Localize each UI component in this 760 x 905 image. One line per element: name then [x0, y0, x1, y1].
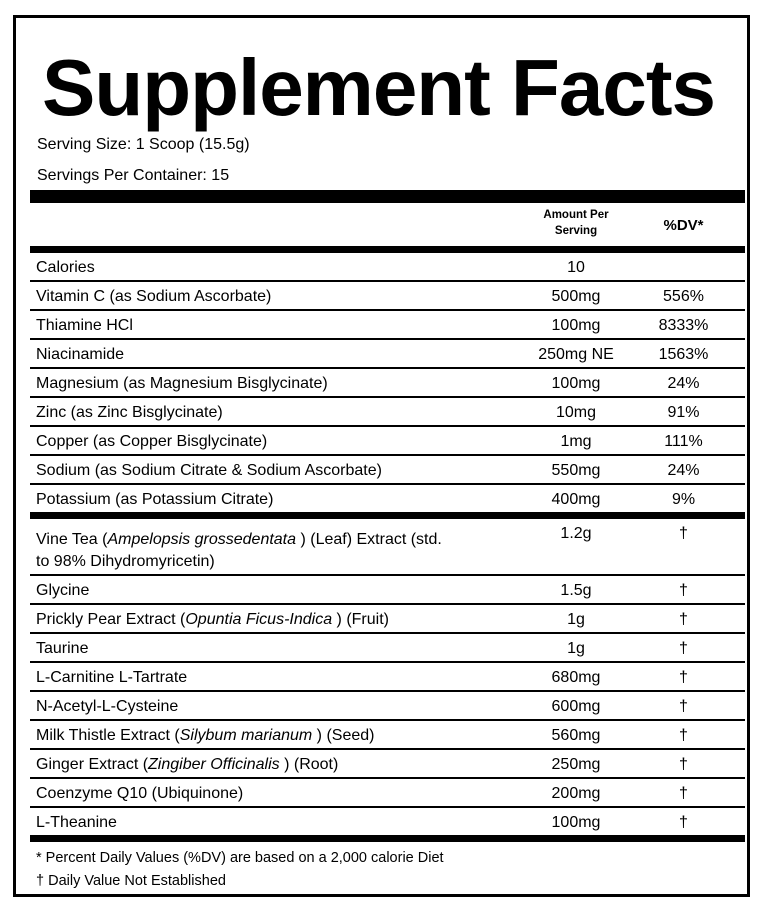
row-name-l-theanine: L-Theanine — [36, 814, 117, 831]
row-amount-vine-tea: 1.2g — [560, 525, 592, 542]
header-bar — [30, 246, 745, 253]
row-dv-zinc: 91% — [667, 404, 700, 421]
row-amount-taurine: 1g — [567, 640, 585, 657]
row-dv-l-theanine: † — [679, 814, 688, 831]
row-dv-copper: 111% — [664, 433, 703, 450]
row-dv-sodium: 24% — [667, 462, 700, 479]
row-name-sodium: Sodium (as Sodium Citrate & Sodium Ascorbate) — [36, 462, 382, 479]
supplement-facts-panel — [13, 15, 750, 897]
serving-size: Serving Size: 1 Scoop (15.5g) — [37, 136, 250, 153]
dv-footnote: * Percent Daily Values (%DV) are based on a 2,000 calorie Diet — [36, 850, 444, 866]
row-amount-calories: 10 — [567, 259, 585, 276]
row-name-potassium: Potassium (as Potassium Citrate) — [36, 491, 274, 508]
row-divider — [30, 574, 745, 576]
row-name-glycine: Glycine — [36, 582, 90, 599]
row-name-l-carnitine: L-Carnitine L-Tartrate — [36, 669, 188, 686]
row-name-milk-thistle — [36, 726, 374, 746]
row-divider — [30, 806, 745, 808]
row-divider — [30, 338, 745, 340]
row-divider — [30, 425, 745, 427]
bottom-bar — [30, 835, 745, 842]
row-dv-niacinamide: 1563% — [658, 346, 709, 363]
row-divider — [30, 309, 745, 311]
ginger-name-post: ) (Root) — [279, 756, 339, 773]
row-name-niacinamide: Niacinamide — [36, 346, 125, 363]
row-dv-prickly-pear: † — [679, 611, 688, 628]
row-divider — [30, 280, 745, 282]
prickly-pear-name-post: ) (Fruit) — [332, 611, 389, 628]
row-divider — [30, 748, 745, 750]
row-amount-magnesium: 100mg — [551, 375, 601, 392]
row-dv-l-carnitine: † — [679, 669, 688, 686]
vine-tea-name-italic: Ampelopsis grossedentata — [107, 531, 297, 548]
row-amount-coq10: 200mg — [551, 785, 601, 802]
row-divider — [30, 719, 745, 721]
vine-tea-name-line2: to 98% Dihydromyricetin) — [36, 553, 215, 570]
row-dv-coq10: † — [679, 785, 688, 802]
row-amount-glycine: 1.5g — [560, 582, 592, 599]
row-name-ginger — [36, 755, 338, 775]
row-dv-glycine: † — [679, 582, 688, 599]
section-bar — [30, 512, 745, 519]
row-divider — [30, 603, 745, 605]
row-divider — [30, 483, 745, 485]
row-amount-milk-thistle: 560mg — [551, 727, 601, 744]
row-name-coq10: Coenzyme Q10 (Ubiquinone) — [36, 785, 244, 802]
row-name-copper: Copper (as Copper Bisglycinate) — [36, 433, 268, 450]
panel-title: Supplement Facts — [42, 43, 716, 132]
row-divider — [30, 367, 745, 369]
prickly-pear-name-italic: Opuntia Ficus-Indica — [185, 611, 333, 628]
ginger-name-italic: Zingiber Officinalis — [148, 756, 280, 773]
row-amount-l-theanine: 100mg — [551, 814, 601, 831]
row-name-vine-tea — [36, 529, 442, 573]
row-name-prickly-pear — [36, 610, 389, 630]
row-amount-thiamine: 100mg — [551, 317, 601, 334]
row-amount-l-carnitine: 680mg — [551, 669, 601, 686]
dagger-footnote: † Daily Value Not Established — [36, 873, 226, 889]
row-dv-taurine: † — [679, 640, 688, 657]
row-dv-ginger: † — [679, 756, 688, 773]
row-amount-sodium: 550mg — [551, 462, 601, 479]
vine-tea-name-post: ) (Leaf) Extract (std. — [296, 531, 442, 548]
row-dv-milk-thistle: † — [679, 727, 688, 744]
row-amount-ginger: 250mg — [551, 756, 601, 773]
row-dv-vine-tea: † — [679, 525, 688, 542]
row-divider — [30, 777, 745, 779]
row-dv-nac: † — [679, 698, 688, 715]
row-name-taurine: Taurine — [36, 640, 89, 657]
row-divider — [30, 690, 745, 692]
row-amount-potassium: 400mg — [551, 491, 601, 508]
row-divider — [30, 396, 745, 398]
row-dv-vitamin-c: 556% — [663, 288, 704, 305]
row-amount-nac: 600mg — [551, 698, 601, 715]
row-dv-potassium: 9% — [671, 491, 696, 508]
row-divider — [30, 661, 745, 663]
amount-header — [516, 208, 636, 239]
row-amount-vitamin-c: 500mg — [551, 288, 601, 305]
row-name-magnesium: Magnesium (as Magnesium Bisglycinate) — [36, 375, 328, 392]
milk-thistle-name-pre: Milk Thistle Extract ( — [36, 727, 180, 744]
prickly-pear-name-pre: Prickly Pear Extract ( — [36, 611, 186, 628]
row-amount-prickly-pear: 1g — [567, 611, 585, 628]
dv-header: %DV* — [663, 217, 704, 234]
amount-header-line1: Amount Per — [543, 209, 609, 221]
row-name-zinc: Zinc (as Zinc Bisglycinate) — [36, 404, 223, 421]
vine-tea-name-pre: Vine Tea ( — [36, 531, 108, 548]
row-dv-magnesium: 24% — [667, 375, 700, 392]
row-amount-zinc: 10mg — [555, 404, 597, 421]
top-thick-bar — [30, 190, 745, 203]
servings-per-container: Servings Per Container: 15 — [37, 167, 230, 184]
milk-thistle-name-italic: Silybum marianum — [179, 727, 313, 744]
milk-thistle-name-post: ) (Seed) — [312, 727, 375, 744]
row-name-calories: Calories — [36, 259, 95, 276]
ginger-name-pre: Ginger Extract ( — [36, 756, 149, 773]
row-amount-niacinamide: 250mg NE — [538, 346, 614, 363]
row-name-thiamine: Thiamine HCl — [36, 317, 133, 334]
row-dv-thiamine: 8333% — [658, 317, 709, 334]
amount-header-line2: Serving — [554, 224, 598, 237]
row-divider — [30, 454, 745, 456]
row-name-vitamin-c: Vitamin C (as Sodium Ascorbate) — [36, 288, 272, 305]
row-name-nac: N-Acetyl-L-Cysteine — [36, 698, 179, 715]
row-amount-copper: 1mg — [560, 433, 592, 450]
row-divider — [30, 632, 745, 634]
